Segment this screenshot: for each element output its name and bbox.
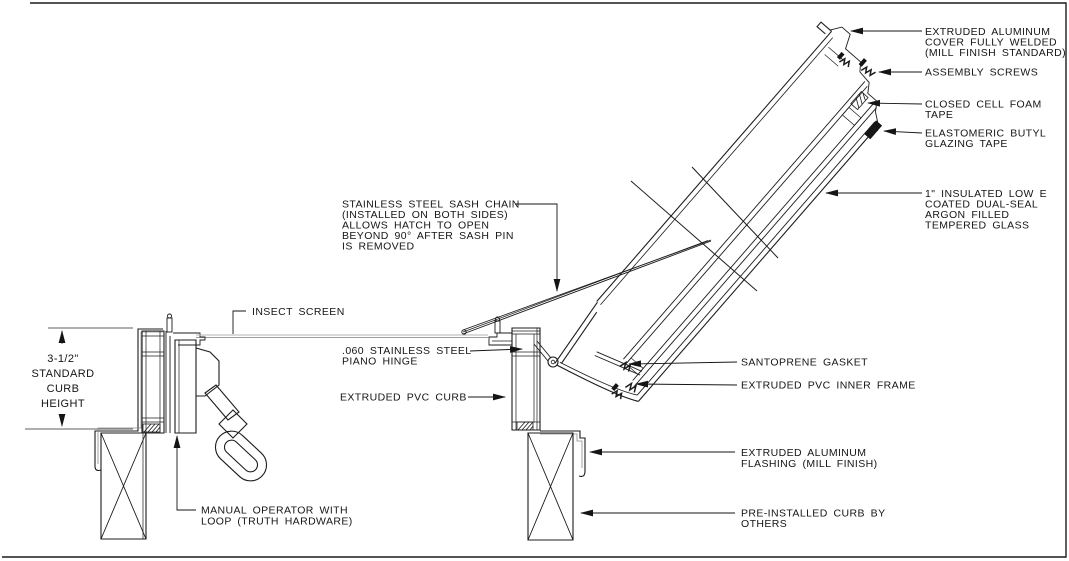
leader-piano-hinge — [470, 349, 522, 351]
operator-loop — [209, 425, 273, 488]
label-operator-2: LOOP (TRUTH HARDWARE) — [201, 515, 353, 528]
sash-chain — [462, 240, 711, 334]
label-hinge-2: PIANO HINGE — [342, 355, 418, 368]
label-glass-4: TEMPERED GLASS — [925, 219, 1030, 232]
label-chain-5: IS REMOVED — [342, 240, 415, 253]
left-wood-curb — [101, 433, 146, 539]
label-pre-curb-2: OTHERS — [741, 518, 788, 530]
center-curb-gasket-block — [517, 422, 533, 430]
left-curb-gasket-block — [143, 424, 160, 432]
assembly-screws — [836, 44, 878, 84]
label-operator-1: MANUAL OPERATOR WITH — [201, 504, 348, 517]
label-foam-2: TAPE — [925, 109, 954, 121]
insect-screen-line — [196, 335, 488, 338]
leader-glazing-tape — [884, 131, 922, 133]
leader-insect-screen — [233, 311, 246, 334]
label-dim-3: CURB — [46, 383, 80, 395]
leader-inner-frame — [636, 384, 737, 385]
label-dim-4: HEIGHT — [41, 398, 85, 410]
label-hinge-1: .060 STAINLESS STEEL — [342, 345, 472, 357]
left-flashing — [95, 329, 163, 471]
label-assembly-screws: ASSEMBLY SCREWS — [925, 66, 1039, 79]
label-chain-1: STAINLESS STEEL SASH CHAIN — [342, 198, 520, 211]
label-chain-4: BEYOND 90° AFTER SASH PIN — [342, 230, 514, 242]
manual-operator — [175, 340, 273, 487]
label-glass-1: 1" INSULATED LOW E — [925, 188, 1048, 200]
label-dim-2: STANDARD — [31, 368, 95, 380]
hinge-knuckle — [534, 341, 558, 367]
cover-exterior-line — [597, 31, 832, 301]
label-pre-curb-1: PRE-INSTALLED CURB BY — [741, 507, 886, 520]
label-chain-2: (INSTALLED ON BOTH SIDES) — [342, 209, 509, 221]
label-cover-2: COVER FULLY WELDED — [925, 36, 1058, 49]
left-sash-pin — [167, 314, 172, 332]
label-glass-3: ARGON FILLED — [925, 209, 1010, 221]
sheet-border — [2, 3, 1066, 557]
operator-arm — [205, 385, 239, 420]
right-wood-curb — [528, 433, 573, 540]
label-foam-1: CLOSED CELL FOAM — [925, 98, 1042, 111]
label-cover-3: (MILL FINISH STANDARD) — [925, 47, 1066, 59]
label-inner-frame: EXTRUDED PVC INNER FRAME — [741, 379, 916, 392]
leader-manual-operator — [177, 436, 196, 510]
label-chain-3: ALLOWS HATCH TO OPEN — [342, 219, 490, 232]
leader-sash-chain — [515, 204, 557, 291]
label-santoprene: SANTOPRENE GASKET — [741, 356, 868, 369]
piano-hinge-leaf — [489, 333, 512, 345]
label-insect-screen: INSECT SCREEN — [252, 306, 345, 318]
leader-santoprene — [629, 362, 737, 364]
label-cover-1: EXTRUDED ALUMINUM — [925, 26, 1051, 38]
label-flashing-1: EXTRUDED ALUMINUM — [741, 447, 867, 459]
leader-lines — [177, 31, 922, 513]
right-flashing — [540, 431, 585, 476]
label-glazing-1: ELASTOMERIC BUTYL — [925, 127, 1047, 140]
label-glass-2: COATED DUAL-SEAL — [925, 198, 1039, 211]
label-pvc-curb: EXTRUDED PVC CURB — [340, 391, 467, 404]
label-flashing-2: FLASHING (MILL FINISH) — [741, 458, 878, 470]
santoprene-gasket-glyph — [603, 360, 646, 404]
labels — [32, 26, 1066, 530]
label-dim-1: 3-1/2" — [47, 353, 79, 365]
label-glazing-2: GLAZING TAPE — [925, 138, 1008, 150]
